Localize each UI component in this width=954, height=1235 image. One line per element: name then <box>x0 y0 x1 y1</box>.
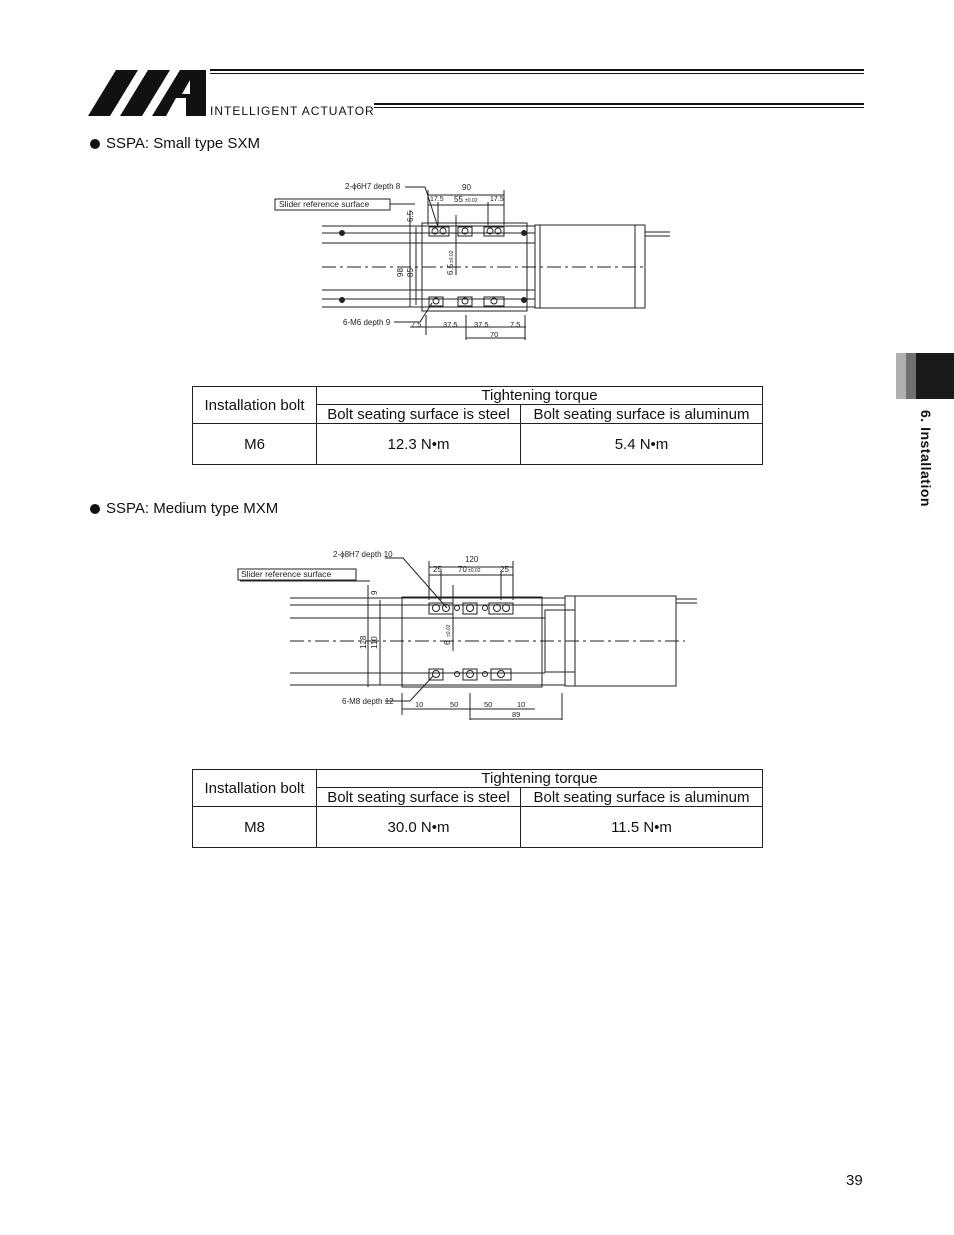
table-header-steel: Bolt seating surface is steel <box>317 405 521 424</box>
mxm-dim-25-right: 25 <box>500 565 509 574</box>
mxm-dim-50-b: 50 <box>484 700 493 709</box>
sxm-tol-55: ±0.02 <box>465 198 478 204</box>
mxm-dim-120: 120 <box>465 555 479 564</box>
page-number: 39 <box>846 1172 863 1189</box>
table-cell-steel: 12.3 N•m <box>317 424 521 465</box>
mxm-dim-110: 110 <box>370 636 379 649</box>
table-cell-steel: 30.0 N•m <box>317 807 521 848</box>
sxm-dim-55: 55 <box>454 195 463 204</box>
mxm-torque-table <box>192 769 763 848</box>
table-header-torque: Tightening torque <box>317 770 763 788</box>
table-header-bolt: Installation bolt <box>193 387 317 424</box>
table-cell-aluminum: 11.5 N•m <box>521 807 763 848</box>
iai-logo <box>86 68 208 118</box>
section-title-mxm <box>90 500 278 517</box>
mxm-dim-89: 89 <box>512 710 521 719</box>
mxm-dim-50-a: 50 <box>450 700 459 709</box>
section-title-sxm <box>90 135 260 152</box>
sxm-dim-90: 90 <box>462 183 471 192</box>
sxm-dim-37-5-a: 37.5 <box>443 320 458 329</box>
mxm-dim-10-b: 10 <box>517 700 526 709</box>
sxm-pin-hole-callout: 2-ϕ6H7 depth 8 <box>345 182 401 191</box>
sxm-dim-7-5-b: 7.5 <box>510 320 521 329</box>
sxm-dim-17-5-left: 17.5 <box>430 196 444 203</box>
bullet-icon <box>90 504 100 514</box>
table-cell-aluminum: 5.4 N•m <box>521 424 763 465</box>
mxm-tol-6: ±0.02 <box>446 624 452 637</box>
sxm-tol-6-5: ±0.02 <box>449 250 455 263</box>
sxm-dim-70: 70 <box>490 330 499 339</box>
bullet-icon <box>90 139 100 149</box>
mxm-tol-70: ±0.02 <box>468 568 481 574</box>
mxm-dim-6-center: 6 <box>443 640 452 645</box>
sxm-dim-6-5-center: 6.5 <box>446 263 455 275</box>
table-header-bolt: Installation bolt <box>193 770 317 807</box>
sxm-dim-17-5-right: 17.5 <box>490 196 504 203</box>
mxm-pin-hole-callout: 2-ϕ8H7 depth 10 <box>333 550 393 559</box>
mxm-dim-10-a: 10 <box>415 700 424 709</box>
mxm-reference-surface-label: Slider reference surface <box>241 569 332 579</box>
sxm-torque-table <box>192 386 763 465</box>
sxm-bolt-hole-callout: 6-M6 depth 9 <box>343 318 391 327</box>
sxm-reference-surface-label: Slider reference surface <box>279 199 370 209</box>
sxm-dim-7-5-a: 7.5 <box>411 320 422 329</box>
mxm-bolt-hole-callout: 6-M8 depth 12 <box>342 697 394 706</box>
chapter-tab <box>896 353 954 399</box>
brand-name: INTELLIGENT ACTUATOR <box>210 104 375 118</box>
mxm-dim-70: 70 <box>458 565 467 574</box>
sxm-dim-85: 85 <box>406 268 415 277</box>
mxm-dim-9: 9 <box>370 590 379 595</box>
mxm-mounting-drawing <box>235 545 705 725</box>
mxm-dim-25-left: 25 <box>433 565 442 574</box>
section-title-text: SSPA: Medium type MXM <box>106 500 279 517</box>
section-title-text: SSPA: Small type SXM <box>106 135 260 152</box>
table-header-torque: Tightening torque <box>317 387 763 405</box>
mxm-dim-128: 128 <box>359 635 368 649</box>
table-header-steel: Bolt seating surface is steel <box>317 788 521 807</box>
sxm-dim-6-5: 6.5 <box>406 210 415 222</box>
sxm-mounting-drawing <box>270 175 690 350</box>
table-header-aluminum: Bolt seating surface is aluminum <box>521 405 763 424</box>
sxm-dim-98: 98 <box>396 268 405 277</box>
chapter-label: 6. Installation <box>918 410 934 507</box>
table-cell-bolt: M6 <box>193 424 317 465</box>
sxm-dim-37-5-b: 37.5 <box>474 320 489 329</box>
table-cell-bolt: M8 <box>193 807 317 848</box>
table-header-aluminum: Bolt seating surface is aluminum <box>521 788 763 807</box>
